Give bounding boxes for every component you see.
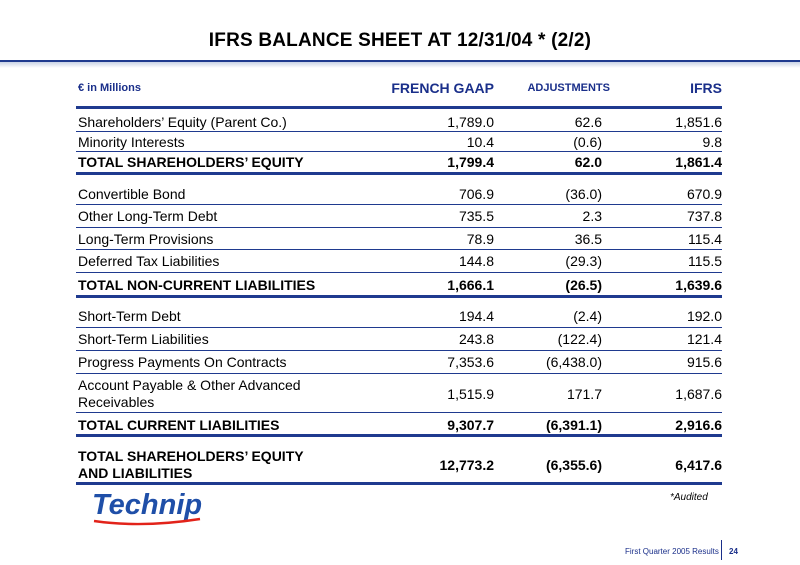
cell-french-gaap: 1,789.0 [447,114,494,130]
cell-french-gaap: 12,773.2 [439,457,494,473]
cell-ifrs: 1,861.4 [675,154,722,170]
section-divider [76,295,722,298]
cell-adjustments: (29.3) [565,253,602,269]
row-divider [76,151,722,152]
row-divider [76,272,722,273]
row-label-line2: AND LIABILITIES [78,465,193,481]
cell-ifrs: 9.8 [702,134,722,150]
cell-french-gaap: 1,515.9 [447,386,494,402]
section-divider [76,172,722,175]
row-divider [76,327,722,328]
cell-adjustments: (6,355.6) [545,457,602,473]
cell-adjustments: (36.0) [565,186,602,202]
row-label: Short-Term Liabilities [78,331,209,347]
row-label: Convertible Bond [78,186,186,202]
cell-french-gaap: 10.4 [466,134,494,150]
row-divider [76,204,722,205]
row-label: Long-Term Provisions [78,231,214,247]
cell-french-gaap: 7,353.6 [447,354,494,370]
cell-adjustments: (26.5) [565,277,602,293]
cell-ifrs: 1,639.6 [675,277,722,293]
cell-adjustments: 36.5 [574,231,602,247]
footer [625,547,738,556]
cell-ifrs: 115.5 [688,253,722,269]
header-divider [76,106,722,109]
cell-adjustments: (6,391.1) [545,417,602,433]
cell-ifrs: 1,851.6 [675,114,722,130]
row-label: Deferred Tax Liabilities [78,253,220,269]
row-divider [76,131,722,132]
row-divider [76,227,722,228]
row-label: Short-Term Debt [78,308,181,324]
row-divider [76,249,722,250]
cell-ifrs: 2,916.6 [675,417,722,433]
cell-adjustments: 171.7 [566,386,602,402]
logo-text: Technip [92,489,203,521]
cell-ifrs: 737.8 [686,208,722,224]
col-header-ifrs: IFRS [690,80,722,96]
section-divider [76,434,722,437]
cell-french-gaap: 243.8 [458,331,494,347]
row-label: TOTAL SHAREHOLDERS’ EQUITY [78,154,304,170]
cell-french-gaap: 78.9 [466,231,494,247]
cell-french-gaap: 1,666.1 [447,277,494,293]
row-label: TOTAL NON-CURRENT LIABILITIES [78,277,316,293]
cell-ifrs: 915.6 [686,354,722,370]
cell-ifrs: 121.4 [686,331,722,347]
col-header-french-gaap: FRENCH GAAP [391,80,494,96]
cell-french-gaap: 706.9 [458,186,494,202]
cell-adjustments: (0.6) [573,134,602,150]
cell-french-gaap: 1,799.4 [447,154,494,170]
audited-note: *Audited [670,492,708,503]
cell-ifrs: 670.9 [686,186,722,202]
cell-french-gaap: 144.8 [458,253,494,269]
cell-ifrs: 1,687.6 [675,386,722,402]
cell-adjustments: (2.4) [573,308,602,324]
row-label: Minority Interests [78,134,185,150]
page-number: 24 [729,547,738,556]
cell-adjustments: (122.4) [557,331,602,347]
cell-french-gaap: 9,307.7 [447,417,494,433]
title-rule [0,60,800,68]
cell-ifrs: 6,417.6 [675,457,722,473]
col-header-adjustments: ADJUSTMENTS [527,82,610,94]
cell-adjustments: 62.0 [574,154,602,170]
footer-divider [721,540,722,560]
row-label: Account Payable & Other Advanced [78,377,301,393]
row-label: TOTAL CURRENT LIABILITIES [78,417,280,433]
cell-french-gaap: 735.5 [458,208,494,224]
row-label: Other Long-Term Debt [78,208,218,224]
cell-adjustments: (6,438.0) [545,354,602,370]
row-label: TOTAL SHAREHOLDERS’ EQUITY [78,448,304,464]
row-divider [76,412,722,413]
cell-adjustments: 62.6 [574,114,602,130]
technip-logo [92,486,204,526]
page-title: IFRS BALANCE SHEET AT 12/31/04 * (2/2) [208,30,592,51]
cell-ifrs: 115.4 [688,231,722,247]
cell-adjustments: 2.3 [582,208,602,224]
row-divider [76,373,722,374]
row-label: Progress Payments On Contracts [78,354,287,370]
cell-ifrs: 192.0 [686,308,722,324]
row-label: Shareholders’ Equity (Parent Co.) [78,114,287,130]
row-label-line2: Receivables [78,394,155,410]
table-bottom-divider [76,482,722,485]
currency-label: € in Millions [78,82,141,94]
row-divider [76,350,722,351]
footer-caption: First Quarter 2005 Results [625,547,719,556]
cell-french-gaap: 194.4 [458,308,494,324]
